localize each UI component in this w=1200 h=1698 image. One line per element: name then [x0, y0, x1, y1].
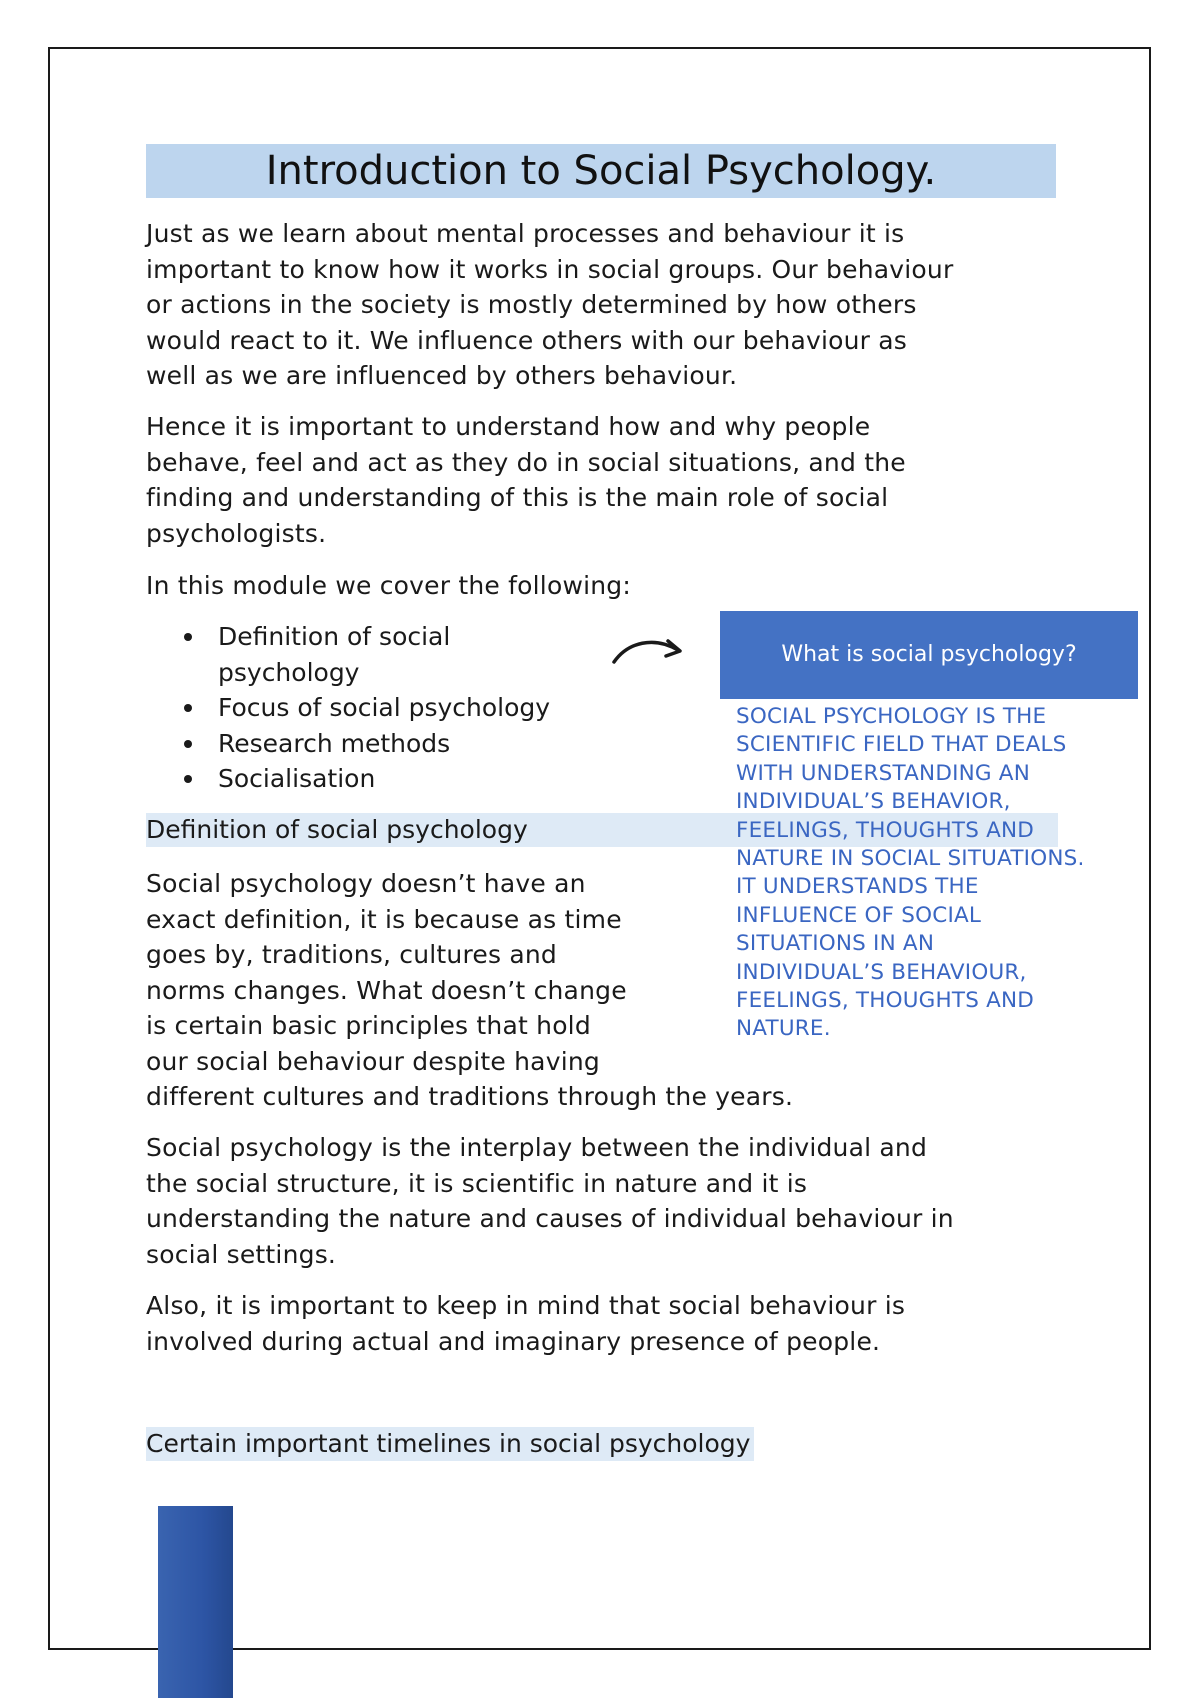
- bullet-icon: [184, 775, 192, 783]
- text-line: is certain basic principles that hold: [146, 1011, 591, 1040]
- definition-paragraph-1: [146, 866, 793, 1115]
- text-line: important to know how it works in social groups. Our behaviour: [146, 254, 954, 284]
- text-line: exact definition, it is because as time: [146, 904, 622, 934]
- text-line: In this module we cover the following:: [146, 571, 631, 600]
- list-item: [146, 619, 550, 690]
- text-line: Social psychology doesn’t have an: [146, 869, 586, 898]
- callout-line: NATURE IN SOCIAL SITUATIONS.: [736, 846, 1085, 872]
- text-line: Also, it is important to keep in mind that social behaviour is: [146, 1291, 906, 1320]
- callout-line: INDIVIDUAL’S BEHAVIOUR,: [736, 959, 1027, 985]
- callout-line: FEELINGS, THOUGHTS AND: [736, 817, 1035, 843]
- page-title: Introduction to Social Psychology.: [146, 144, 1056, 198]
- callout-line: SOCIAL PSYCHOLOGY IS THE: [736, 704, 1047, 729]
- list-item-text: Socialisation: [218, 764, 376, 793]
- text-line: Hence it is important to understand how and why people: [146, 412, 871, 441]
- text-line: psychologists.: [146, 518, 327, 548]
- intro-paragraph-2: [146, 409, 906, 551]
- section-heading-definition: Definition of social psychology: [146, 813, 1058, 847]
- callout-line: INDIVIDUAL’S BEHAVIOR,: [736, 789, 1011, 815]
- decorative-blue-bar: [158, 1506, 233, 1698]
- bullet-icon: [184, 740, 192, 748]
- text-line: Social psychology is the interplay between the individual and: [146, 1133, 928, 1162]
- list-item-text: Research methods: [218, 728, 451, 758]
- text-line: the social structure, it is scientific in nature and it is: [146, 1168, 808, 1198]
- module-topics-list: [146, 619, 550, 797]
- text-line: Just as we learn about mental processes and behaviour it is: [146, 219, 905, 248]
- callout-line: SCIENTIFIC FIELD THAT DEALS: [736, 732, 1067, 758]
- callout-line: IT UNDERSTANDS THE: [736, 874, 979, 900]
- bullet-icon: [184, 704, 192, 712]
- text-line: different cultures and traditions through the years.: [146, 1082, 794, 1111]
- text-line: our social behaviour despite having: [146, 1046, 600, 1076]
- text-line: behave, feel and act as they do in social situations, and the: [146, 447, 906, 477]
- callout-line: INFLUENCE OF SOCIAL: [736, 902, 982, 928]
- list-item: [146, 761, 550, 797]
- curved-arrow-icon: [610, 630, 690, 670]
- text-line: would react to it. We influence others with our behaviour as: [146, 325, 908, 355]
- section-heading-timelines: Certain important timelines in social psychology: [146, 1427, 754, 1461]
- text-line: well as we are influenced by others behaviour.: [146, 361, 738, 390]
- callout-line: FEELINGS, THOUGHTS AND: [736, 988, 1035, 1014]
- text-line: involved during actual and imaginary presence of people.: [146, 1326, 881, 1356]
- list-item: [146, 726, 550, 762]
- callout-line: WITH UNDERSTANDING AN: [736, 760, 1030, 786]
- text-line: norms changes. What doesn’t change: [146, 975, 627, 1005]
- text-line: social settings.: [146, 1239, 337, 1269]
- text-line: goes by, traditions, cultures and: [146, 940, 557, 969]
- list-item: [146, 690, 550, 726]
- bullet-icon: [184, 633, 192, 641]
- list-item-text: Definition of social: [218, 622, 451, 651]
- callout-line: SITUATIONS IN AN: [736, 931, 935, 957]
- list-item-text: Focus of social psychology: [218, 693, 551, 722]
- text-line: finding and understanding of this is the main role of social: [146, 483, 889, 512]
- definition-paragraph-3: [146, 1288, 905, 1359]
- text-line: or actions in the society is mostly determined by how others: [146, 290, 917, 319]
- list-item-text: psychology: [218, 657, 360, 687]
- callout-heading: What is social psychology?: [720, 611, 1138, 699]
- definition-paragraph-2: [146, 1130, 954, 1272]
- intro-paragraph-3: [146, 568, 631, 604]
- callout-line: NATURE.: [736, 1016, 831, 1042]
- intro-paragraph-1: [146, 216, 953, 394]
- text-line: understanding the nature and causes of individual behaviour in: [146, 1204, 954, 1233]
